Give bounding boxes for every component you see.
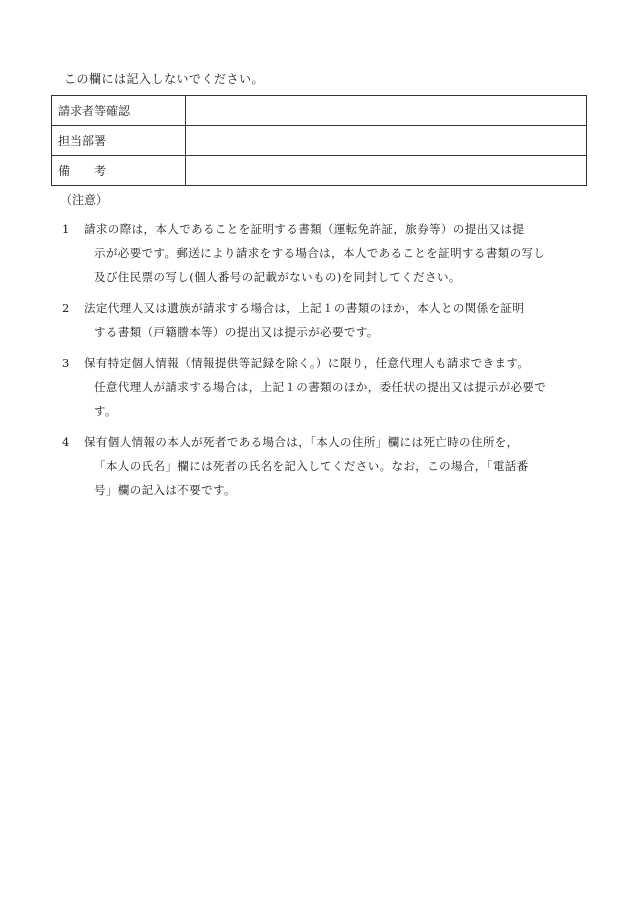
row-label-remarks: 備 考: [52, 156, 186, 186]
office-use-notice: この欄には記入しないでください。: [64, 72, 265, 86]
row-value-requester-confirmation: [186, 96, 587, 126]
note-text: [84, 296, 592, 344]
table-row-requester-confirmation: [52, 96, 587, 126]
table-row-department: [52, 126, 587, 156]
note-text: [84, 351, 592, 423]
note-number: 2: [62, 301, 70, 315]
note-text: [84, 217, 592, 289]
note-item-1: [62, 217, 592, 289]
row-label-requester-confirmation: 請求者等確認: [52, 96, 186, 126]
note-line: 法定代理人又は遺族が請求する場合は，上記１の書類のほか，本人との関係を証明: [84, 301, 525, 315]
note-line: 「本人の氏名」欄には死者の氏名を記入してください。なお，この場合，「電話番: [94, 459, 529, 473]
note-number: 4: [62, 435, 70, 449]
note-number: 1: [62, 222, 70, 236]
note-line: 任意代理人が請求する場合は，上記１の書類のほか，委任状の提出又は提示が必要で: [94, 380, 547, 394]
note-number: 3: [62, 356, 70, 370]
row-label-department: 担当部署: [52, 126, 186, 156]
note-line: する書類（戸籍謄本等）の提出又は提示が必要です。: [94, 325, 379, 339]
note-line: 示が必要です。郵送により請求をする場合は，本人であることを証明する書類の写し: [94, 246, 546, 260]
note-item-3: [62, 351, 592, 423]
note-line: 号」欄の記入は不要です。: [94, 483, 236, 497]
table-row-remarks: [52, 156, 587, 186]
office-use-table: [51, 95, 587, 186]
note-text: [84, 430, 592, 502]
note-item-4: [62, 430, 592, 502]
notes-heading: （注意）: [60, 193, 109, 207]
note-line: 及び住民票の写し(個人番号の記載がないもの)を同封してください。: [94, 270, 461, 284]
note-line: す。: [94, 404, 117, 418]
note-item-2: [62, 296, 592, 344]
row-value-department: [186, 126, 587, 156]
row-value-remarks: [186, 156, 587, 186]
notes-list: [62, 217, 592, 509]
note-line: 保有個人情報の本人が死者である場合は，「本人の住所」欄には死亡時の住所を，: [84, 435, 519, 449]
note-line: 保有特定個人情報（情報提供等記録を除く。）に限り，任意代理人も請求できます。: [84, 356, 530, 370]
note-line: 請求の際は，本人であることを証明する書類（運転免許証，旅券等）の提出又は提: [84, 222, 525, 236]
